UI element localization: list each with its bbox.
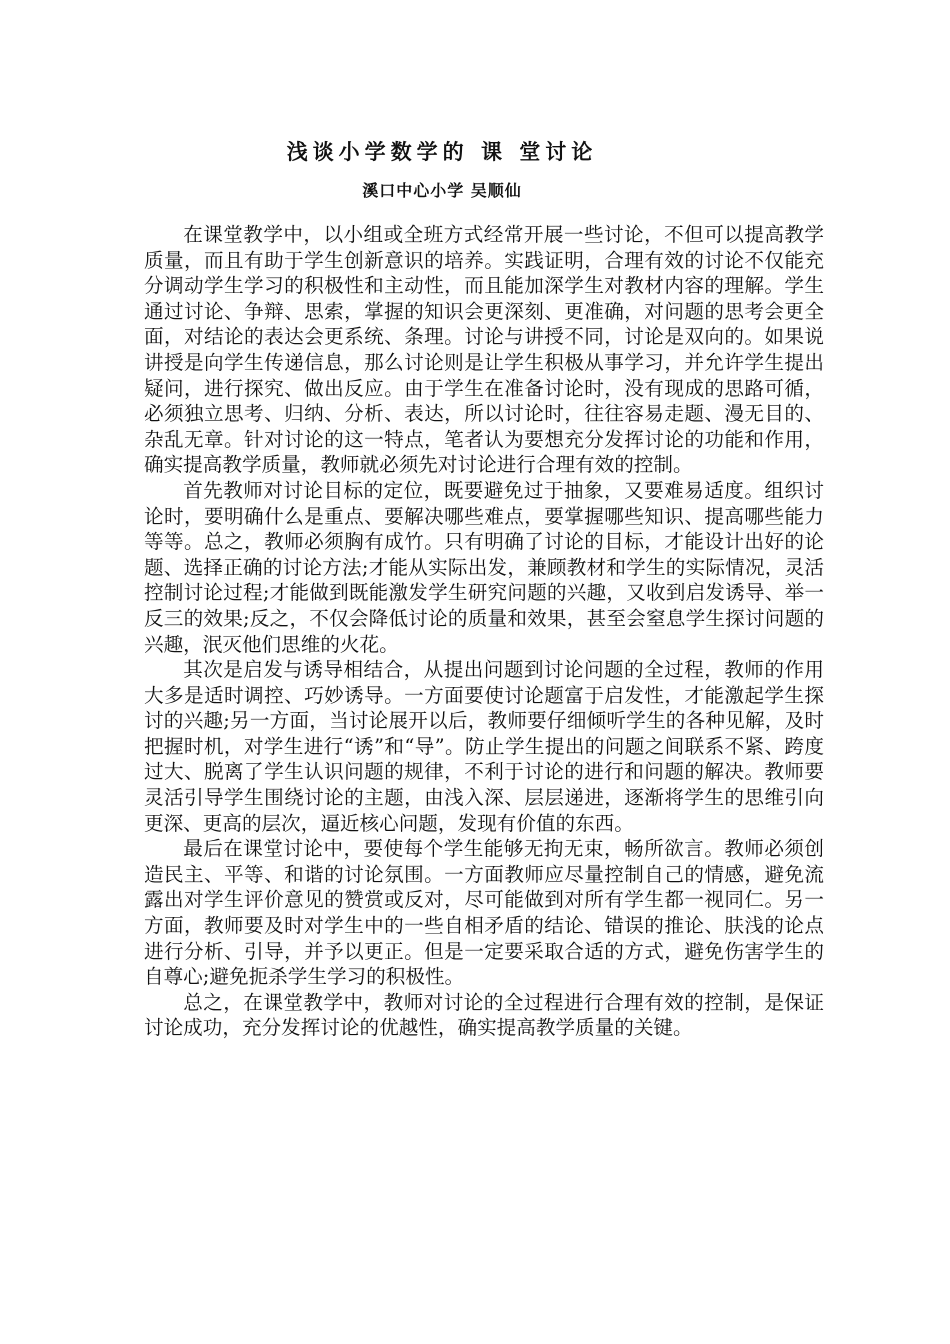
- document-author: 溪口中心小学 吴顺仙: [362, 181, 522, 200]
- paragraph: 其次是启发与诱导相结合，从提出问题到讨论问题的全过程，教师的作用大多是适时调控、巧妙诱导。一方面要使讨论题富于启发性，才能激起学生探讨的兴趣;另一方面，当讨论展开以后，教师要仔细倾听学生的各种见解，及时把握时机，对学生进行“诱”和“导”。防止学生提出的问题之间联系不紧、跨度过大、脱离了学生认识问题的规律，不利于讨论的进行和问题的解决。教师要灵活引导学生围绕讨论的主题，由浅入深、层层递进，逐渐将学生的思维引向更深、更高的层次，逼近核心问题，发现有价值的东西。: [144, 658, 824, 835]
- paragraph: 最后在课堂讨论中，要使每个学生能够无拘无束，畅所欲言。教师必须创造民主、平等、和谐的讨论氛围。一方面教师应尽量控制自己的情感，避免流露出对学生评价意见的赞赏或反对，尽可能做到对所有学生都一视同仁。另一方面，教师要及时对学生中的一些自相矛盾的结论、错误的推论、肤浅的论点进行分析、引导，并予以更正。但是一定要采取合适的方式，避免伤害学生的自尊心;避免扼杀学生学习的积极性。: [144, 837, 824, 989]
- paragraph: 首先教师对讨论目标的定位，既要避免过于抽象，又要难易适度。组织讨论时，要明确什么是重点、要解决哪些难点，要掌握哪些知识、提高哪些能力等等。总之，教师必须胸有成竹。只有明确了讨论的目标，才能设计出好的论题、选择正确的讨论方法;才能从实际出发，兼顾教材和学生的实际情况，灵活控制讨论过程;才能做到既能激发学生研究问题的兴趣，又收到启发诱导、举一反三的效果;反之，不仅会降低讨论的质量和效果，甚至会窒息学生探讨问题的兴趣，泯灭他们思维的火花。: [144, 478, 824, 656]
- document-body: [144, 222, 824, 1041]
- document-title: 浅谈小学数学的 课 堂讨论: [286, 140, 598, 164]
- paragraph: 在课堂教学中，以小组或全班方式经常开展一些讨论，不但可以提高教学质量，而且有助于学生创新意识的培养。实践证明，合理有效的讨论不仅能充分调动学生学习的积极性和主动性，而且能加深学生对教材内容的理解。学生通过讨论、争辩、思索，掌握的知识会更深刻、更准确，对问题的思考会更全面，对结论的表达会更系统、条理。讨论与讲授不同，讨论是双向的。如果说讲授是向学生传递信息，那么讨论则是让学生积极从事学习，并允许学生提出疑问，进行探究、做出反应。由于学生在准备讨论时，没有现成的思路可循，必须独立思考、归纳、分析、表达，所以讨论时，往往容易走题、漫无目的、杂乱无章。针对讨论的这一特点，笔者认为要想充分发挥讨论的功能和作用，确实提高教学质量，教师就必须先对讨论进行合理有效的控制。: [144, 223, 824, 477]
- paragraph: 总之，在课堂教学中，教师对讨论的全过程进行合理有效的控制，是保证讨论成功，充分发挥讨论的优越性，确实提高教学质量的关键。: [144, 990, 824, 1040]
